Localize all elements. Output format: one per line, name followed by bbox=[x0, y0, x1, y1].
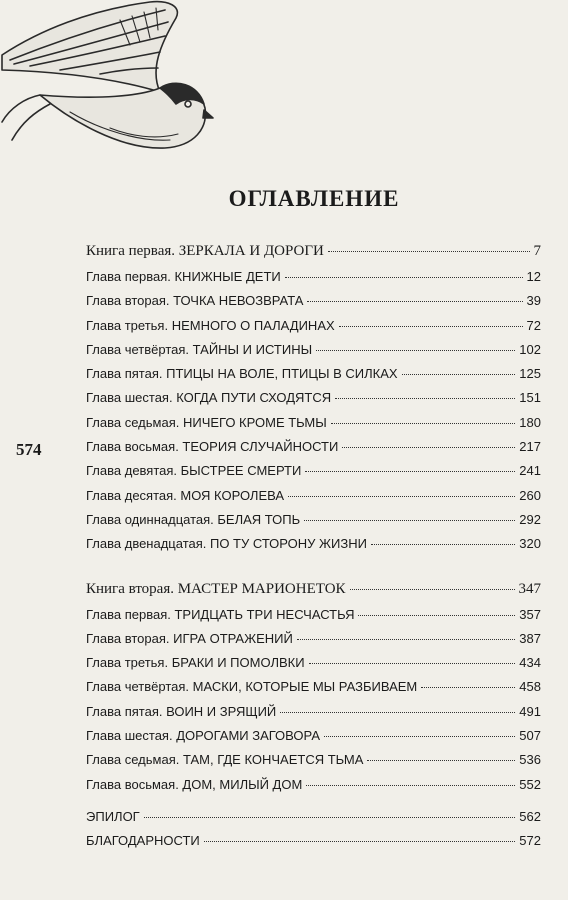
chapter-title: Глава четвёртая. ТАЙНЫ И ИСТИНЫ bbox=[86, 341, 313, 357]
chapter-title: Глава двенадцатая. ПО ТУ СТОРОНУ ЖИЗНИ bbox=[86, 536, 367, 552]
leader-dots bbox=[402, 374, 516, 375]
leader-dots bbox=[339, 326, 523, 327]
toc-chapter-entry[interactable] bbox=[86, 655, 541, 679]
book-page: 347 bbox=[518, 580, 541, 597]
book-page: 7 bbox=[533, 243, 541, 259]
leader-dots bbox=[335, 398, 515, 399]
leader-dots bbox=[371, 544, 515, 545]
leader-dots bbox=[304, 520, 515, 521]
leader-dots bbox=[305, 471, 515, 472]
chapter-title: Глава пятая. ВОИН И ЗРЯЩИЙ bbox=[86, 703, 277, 719]
toc-chapter-entry[interactable] bbox=[86, 269, 541, 293]
toc-book-entry[interactable] bbox=[86, 243, 541, 269]
chapter-title: Глава седьмая. НИЧЕГО КРОМЕ ТЬМЫ bbox=[86, 414, 327, 430]
toc-epilogue-entry[interactable] bbox=[86, 809, 541, 833]
leader-dots bbox=[358, 615, 515, 616]
chapter-title: Глава одиннадцатая. БЕЛАЯ ТОПЬ bbox=[86, 511, 301, 527]
chapter-title: Глава восьмая. ТЕОРИЯ СЛУЧАЙНОСТИ bbox=[86, 439, 339, 455]
leader-dots bbox=[350, 589, 515, 590]
chapter-page: 125 bbox=[519, 366, 541, 382]
chapter-title: Глава первая. КНИЖНЫЕ ДЕТИ bbox=[86, 269, 281, 284]
toc-chapter-entry[interactable] bbox=[86, 777, 541, 801]
leader-dots bbox=[297, 639, 515, 640]
section-gap bbox=[86, 561, 541, 581]
leader-dots bbox=[204, 841, 516, 842]
leader-dots bbox=[285, 277, 523, 278]
chapter-page: 241 bbox=[519, 463, 541, 479]
chapter-title: Глава седьмая. ТАМ, ГДЕ КОНЧАЕТСЯ ТЬМА bbox=[86, 752, 364, 768]
chapter-page: 217 bbox=[519, 439, 541, 455]
toc-chapter-entry[interactable] bbox=[86, 704, 541, 728]
chapter-page: 39 bbox=[526, 293, 541, 309]
leader-dots bbox=[316, 350, 515, 351]
chapter-title: Глава третья. БРАКИ И ПОМОЛВКИ bbox=[86, 655, 305, 671]
chapter-title: Глава девятая. БЫСТРЕЕ СМЕРТИ bbox=[86, 463, 302, 479]
chapter-title: Глава вторая. ТОЧКА НЕВОЗВРАТА bbox=[86, 293, 304, 309]
chapter-page: 458 bbox=[519, 679, 541, 695]
toc-chapter-entry[interactable] bbox=[86, 512, 541, 536]
leader-dots bbox=[309, 663, 516, 664]
chapter-page: 507 bbox=[519, 728, 541, 744]
leader-dots bbox=[421, 687, 515, 688]
chapter-title: Глава шестая. ДОРОГАМИ ЗАГОВОРА bbox=[86, 728, 320, 744]
chapter-page: 491 bbox=[519, 703, 541, 719]
chapter-title: Глава шестая. КОГДА ПУТИ СХОДЯТСЯ bbox=[86, 390, 332, 406]
chapter-page: 102 bbox=[519, 341, 541, 357]
chapter-title: Глава пятая. ПТИЦЫ НА ВОЛЕ, ПТИЦЫ В СИЛКАХ bbox=[86, 366, 398, 382]
leader-dots bbox=[367, 760, 515, 761]
toc-chapter-entry[interactable] bbox=[86, 366, 541, 390]
toc-chapter-entry[interactable] bbox=[86, 293, 541, 317]
chapter-title: Глава десятая. МОЯ КОРОЛЕВА bbox=[86, 487, 285, 503]
leader-dots bbox=[328, 251, 530, 252]
extra-page: 562 bbox=[519, 808, 541, 824]
leader-dots bbox=[306, 785, 515, 786]
leader-dots bbox=[144, 817, 516, 818]
toc-chapter-entry[interactable] bbox=[86, 439, 541, 463]
extra-page: 572 bbox=[519, 833, 541, 849]
chapter-page: 552 bbox=[519, 776, 541, 792]
extra-title: ЭПИЛОГ bbox=[86, 808, 140, 824]
leader-dots bbox=[331, 423, 516, 424]
toc-chapter-entry[interactable] bbox=[86, 728, 541, 752]
toc-acknowledgements-entry[interactable] bbox=[86, 833, 541, 857]
chapter-page: 72 bbox=[526, 317, 541, 333]
chapter-page: 320 bbox=[519, 536, 541, 552]
chapter-title: Глава четвёртая. МАСКИ, КОТОРЫЕ МЫ РАЗБИВАЕМ bbox=[86, 679, 418, 695]
toc-chapter-entry[interactable] bbox=[86, 679, 541, 703]
extra-title: БЛАГОДАРНОСТИ bbox=[86, 833, 200, 849]
chapter-page: 434 bbox=[519, 655, 541, 671]
chapter-page: 12 bbox=[526, 269, 541, 284]
toc-chapter-entry[interactable] bbox=[86, 342, 541, 366]
book-title: Книга первая. ЗЕРКАЛА И ДОРОГИ bbox=[86, 243, 324, 259]
toc-book-entry[interactable] bbox=[86, 581, 541, 607]
toc-chapter-entry[interactable] bbox=[86, 415, 541, 439]
swallow-illustration bbox=[0, 0, 215, 160]
toc-chapter-entry[interactable] bbox=[86, 752, 541, 776]
chapter-page: 536 bbox=[519, 752, 541, 768]
chapter-page: 357 bbox=[519, 606, 541, 622]
toc-chapter-entry[interactable] bbox=[86, 536, 541, 560]
chapter-title: Глава восьмая. ДОМ, МИЛЫЙ ДОМ bbox=[86, 776, 303, 792]
toc-chapter-entry[interactable] bbox=[86, 607, 541, 631]
chapter-page: 292 bbox=[519, 511, 541, 527]
chapter-page: 180 bbox=[519, 414, 541, 430]
section-gap bbox=[86, 801, 541, 809]
toc-chapter-entry[interactable] bbox=[86, 631, 541, 655]
chapter-title: Глава вторая. ИГРА ОТРАЖЕНИЙ bbox=[86, 630, 293, 646]
toc-chapter-entry[interactable] bbox=[86, 390, 541, 414]
chapter-page: 260 bbox=[519, 487, 541, 503]
leader-dots bbox=[288, 496, 515, 497]
chapter-title: Глава третья. НЕМНОГО О ПАЛАДИНАХ bbox=[86, 317, 335, 333]
book-title: Книга вторая. МАСТЕР МАРИОНЕТОК bbox=[86, 580, 346, 597]
leader-dots bbox=[324, 736, 515, 737]
chapter-page: 151 bbox=[519, 390, 541, 406]
page-number: 574 bbox=[16, 440, 42, 459]
chapter-title: Глава первая. ТРИДЦАТЬ ТРИ НЕСЧАСТЬЯ bbox=[86, 606, 355, 622]
leader-dots bbox=[280, 712, 515, 713]
toc-chapter-entry[interactable] bbox=[86, 318, 541, 342]
toc-list bbox=[86, 243, 541, 858]
leader-dots bbox=[342, 447, 515, 448]
chapter-page: 387 bbox=[519, 630, 541, 646]
leader-dots bbox=[307, 301, 522, 302]
toc-title: ОГЛАВЛЕНИЕ bbox=[228, 186, 400, 211]
toc-chapter-entry[interactable] bbox=[86, 488, 541, 512]
toc-chapter-entry[interactable] bbox=[86, 463, 541, 487]
